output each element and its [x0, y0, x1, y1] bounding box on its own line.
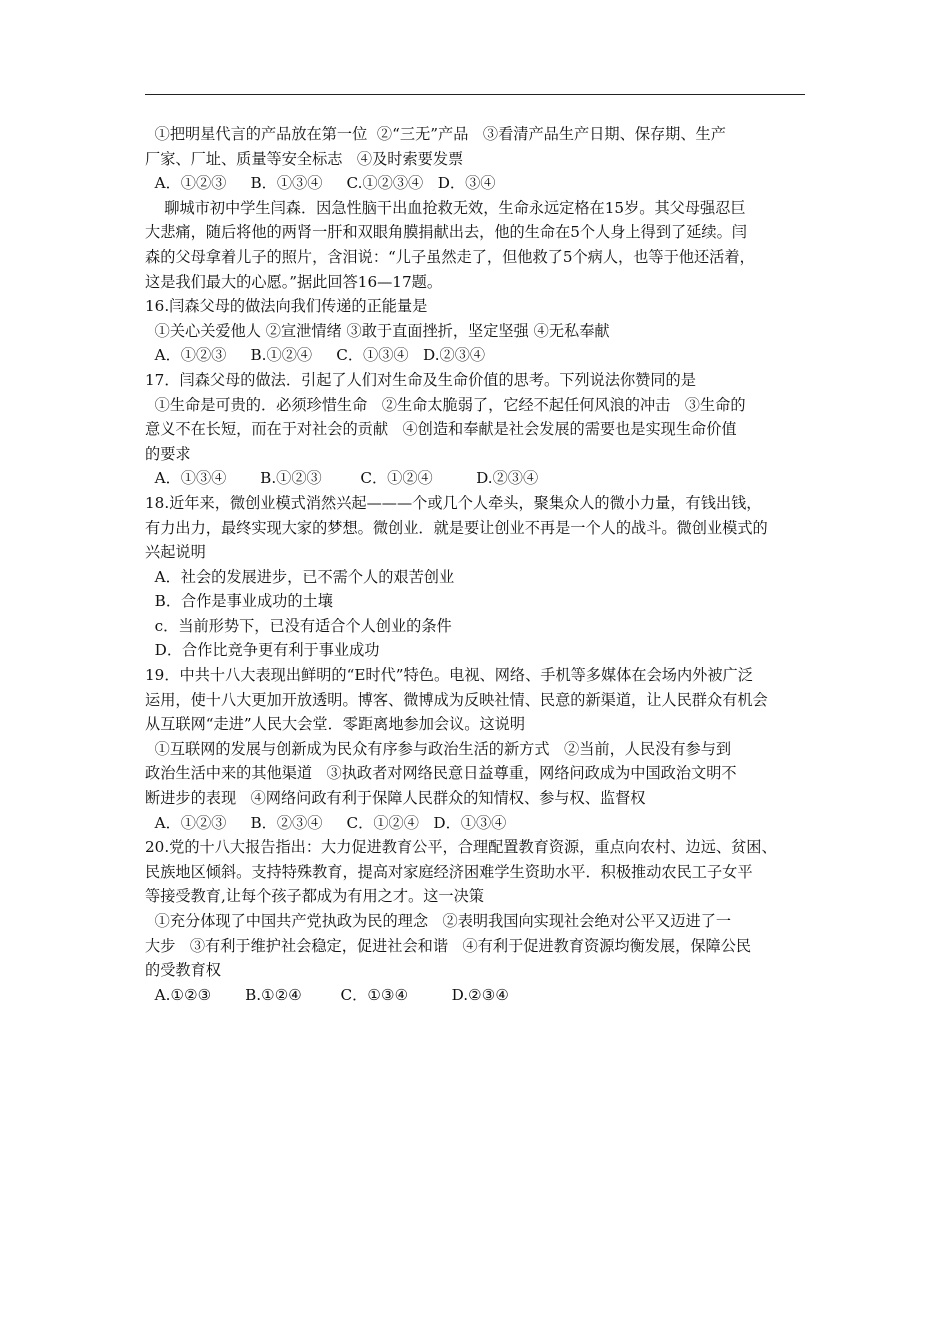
q17-options-line-1: ①生命是可贵的．必须珍惜生命 ②生命太脆弱了，它经不起任何风浪的冲击 ③生命的 [145, 395, 746, 414]
q16-answer-choices: A．①②③ B.①②④ C．①③④ D.②③④ [145, 346, 486, 365]
q20-options-line-2: 大步 ③有利于维护社会稳定，促进社会和谐 ④有利于促进教育资源均衡发展，保障公民 [145, 936, 752, 955]
q19-options-line-3: 断进步的表现 ④网络问政有利于保障人民群众的知情权、参与权、监督权 [145, 789, 646, 808]
q18-stem-line-2: 有力出力，最终实现大家的梦想。微创业．就是要让创业不再是一个人的战斗。微创业模式的 [145, 518, 768, 537]
q15-options-line-1: ①把明星代言的产品放在第一位 ②“三无”产品 ③看清产品生产日期、保存期、生产 [145, 125, 726, 143]
q15-answer-choices: A．①②③ B．①③④ C.①②③④ D．③④ [145, 174, 496, 193]
q17-answer-choices: A．①③④ B.①②③ C．①②④ D.②③④ [145, 469, 539, 488]
q19-stem-line-2: 运用，使十八大更加开放透明。博客、微博成为反映社情、民意的新渠道，让人民群众有机会 [145, 690, 768, 709]
q20-options-line-3: 的受教育权 [145, 961, 221, 980]
q19-answer-choices: A．①②③ B．②③④ C．①②④ D．①③④ [145, 813, 507, 832]
q20-stem-line-3: 等接受教育,让每个孩子都成为有用之才。这一决策 [145, 887, 484, 906]
header-rule [145, 94, 805, 95]
passage-line-3: 森的父母拿着儿子的照片，含泪说：“儿子虽然走了，但他救了5个病人，也等于他还活着， [145, 247, 755, 266]
q17-options-line-3: 的要求 [145, 444, 191, 463]
q19-options-line-1: ①互联网的发展与创新成为民众有序参与政治生活的新方式 ②当前，人民没有参与到 [145, 739, 732, 758]
q18-stem-line-3: 兴起说明 [145, 543, 206, 562]
q18-option-d: D．合作比竞争更有利于事业成功 [145, 641, 380, 660]
q15-options-line-2: 厂家、厂址、质量等安全标志 ④及时索要发票 [145, 149, 464, 168]
q17-options-line-2: 意义不在长短，而在于对社会的贡献 ④创造和奉献是社会发展的需要也是实现生命价值 [145, 420, 737, 439]
q18-option-a: A．社会的发展进步，已不需个人的艰苦创业 [145, 567, 455, 586]
passage-line-2: 大悲痛，随后将他的两肾一肝和双眼角膜捐献出去，他的生命在5个人身上得到了延续。闫 [145, 223, 747, 242]
q18-stem-line-1: 18.近年来，微创业模式消然兴起———个或几个人牵头，聚集众人的微小力量，有钱出钱， [145, 493, 762, 512]
q20-stem-line-2: 民族地区倾斜。支持特殊教育，提高对家庭经济困难学生资助水平．积极推动农民工子女平 [145, 862, 753, 881]
q18-option-c: c．当前形势下，已没有适合个人创业的条件 [145, 616, 452, 635]
q19-stem-line-1: 19．中共十八大表现出鲜明的“E时代”特色。电视、网络、手机等多媒体在会场内外被广泛 [145, 666, 753, 685]
q16-stem: 16.闫森父母的做法向我们传递的正能量是 [145, 297, 428, 316]
q17-stem: 17．闫森父母的做法．引起了人们对生命及生命价值的思考。下列说法你赞同的是 [145, 370, 696, 389]
q19-stem-line-3: 从互联网“走进”人民大会堂．零距离地参加会议。这说明 [145, 715, 526, 734]
q19-options-line-2: 政治生活中来的其他渠道 ③执政者对网络民意日益尊重，网络问政成为中国政治文明不 [145, 764, 737, 783]
q18-option-b: B．合作是事业成功的土壤 [145, 592, 333, 611]
q20-stem-line-1: 20.党的十八大报告指出：大力促进教育公平，合理配置教育资源，重点向农村、边远、贫困、 [145, 838, 777, 857]
document-body [145, 122, 817, 1007]
passage-line-4: 这是我们最大的心愿。”据此回答16—17题。 [145, 272, 443, 291]
passage-line-1: 聊城市初中学生闫森．因急性脑干出血抢救无效，生命永远定格在15岁。其父母强忍巨 [145, 198, 746, 217]
q16-options: ①关心关爱他人 ②宣泄情绪 ③敢于直面挫折，坚定坚强 ④无私奉献 [145, 321, 610, 340]
q20-answer-choices: A.①②③ B.①②④ C．①③④ D.②③④ [145, 985, 509, 1004]
q20-options-line-1: ①充分体现了中国共产党执政为民的理念 ②表明我国向实现社会绝对公平又迈进了一 [145, 912, 732, 930]
